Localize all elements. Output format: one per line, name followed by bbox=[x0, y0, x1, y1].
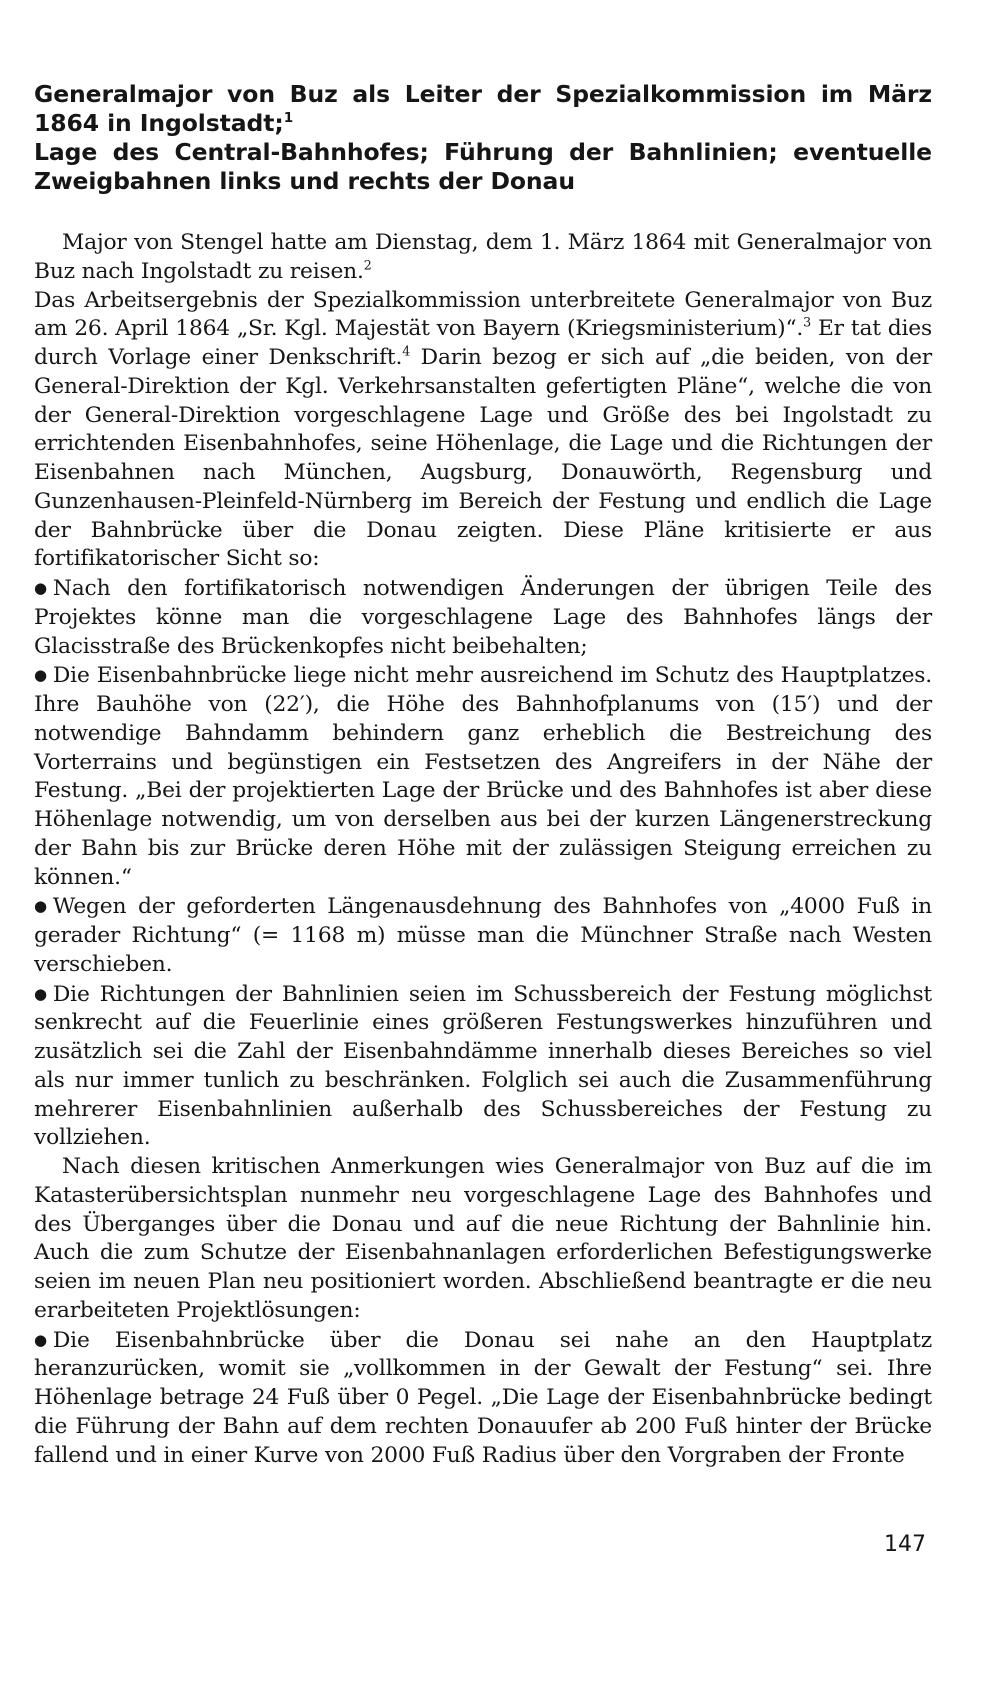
footnote-ref: 2 bbox=[363, 257, 372, 273]
paragraph-text: Darin bezog er sich auf „die beiden, von der General-Direktion der Kgl. Verkehrsanstalten gefertigten Pläne“, welche die von der General-Direktion vorgeschlagene Lage und Größe des bei Ingolstadt zu errichtenden Eisenbahnhofes, seine Höhenlage, die Lage und die Richtungen der Eisenbahnen nach München, Augsburg, Donauwörth, Regensburg und Gunzenhausen-Pleinfeld-Nürnberg im Bereich der Festung und endlich die Lage der Bahnbrücke über die Donau zeigten. Diese Pläne kritisierte er aus fortifikatorischer Sicht so: bbox=[34, 345, 932, 572]
paragraph-text: Das Arbeitsergebnis der Spezialkommission unterbreitete Generalmajor von Buz am 26. April 1864 „Sr. Kgl. Majestät von Bayern (Kriegsministerium)“. bbox=[34, 287, 932, 342]
bullet-icon: ● bbox=[34, 666, 47, 685]
heading-line-2: Lage des Central-Bahnhofes; Führung der Bahnlinien; eventuelle Zweigbahnen links und rechts der Donau bbox=[34, 138, 932, 195]
paragraph-text: Wegen der geforderten Längenausdehnung des Bahnhofes von „4000 Fuß in gerader Richtung“ (= 1168 m) müsse man die Münchner Straße nach Westen verschieben. bbox=[34, 894, 932, 977]
body-text bbox=[34, 229, 932, 1470]
footnote-ref: 1 bbox=[283, 110, 294, 127]
bullet-paragraph bbox=[34, 892, 932, 979]
bullet-paragraph bbox=[34, 574, 932, 661]
bullet-icon: ● bbox=[34, 984, 47, 1003]
paragraph-text: Nach diesen kritischen Anmerkungen wies Generalmajor von Buz auf die im Katasterübersichtsplan nunmehr neu vorgeschlagene Lage des Bahnhofes und des Überganges über die Donau und auf die neue Richtung der Bahnlinie hin. Auch die zum Schutze der Eisenbahnanlagen erforderlichen Befestigungswerke seien im neuen Plan neu positioniert worden. Abschließend beantragte er die neu erarbeiteten Projektlösungen: bbox=[34, 1154, 932, 1323]
heading-line-1 bbox=[34, 80, 932, 138]
paragraph bbox=[34, 229, 932, 287]
paragraph-text: Die Eisenbahnbrücke über die Donau sei nahe an den Hauptplatz heranzurücken, womit sie „vollkommen in der Gewalt der Festung“ sei. Ihre Höhenlage betrage 24 Fuß über 0 Pegel. „Die Lage der Eisenbahnbrücke bedingt die Führung der Bahn auf dem rechten Donauufer ab 200 Fuß hinter der Brücke fallend und in einer Kurve von 2000 Fuß Radius über den Vorgraben der Fronte bbox=[34, 1327, 932, 1468]
bullet-paragraph bbox=[34, 980, 932, 1154]
document-page bbox=[34, 80, 932, 1470]
paragraph-text: Die Eisenbahnbrücke liege nicht mehr ausreichend im Schutz des Hauptplatzes. Ihre Bauhöhe von (22′), die Höhe des Bahnhofplanums von (15′) und der notwendige Bahndamm behindern ganz erheblich die Bestreichung des Vorterrains und begünstigen ein Festsetzen des Angreifers in der Nähe der Festung. „Bei der projektierten Lage der Brücke und des Bahnhofes ist aber diese Höhenlage notwendig, um von derselben aus bei der kurzen Längenerstreckung der Bahn bis zur Brücke deren Höhe mit der zulässigen Steigung erreichen zu können.“ bbox=[34, 663, 932, 890]
bullet-icon: ● bbox=[34, 579, 47, 597]
paragraph-text: Die Richtungen der Bahnlinien seien im Schussbereich der Festung möglichst senkrecht auf die Feuerlinie eines größeren Festungswerkes hinzuführen und zusätzlich sei die Zahl der Eisenbahndämme innerhalb dieses Bereiches so viel als nur immer tunlich zu beschränken. Folglich sei auch die Zusammenführung mehrerer Eisenbahnlinien außerhalb des Schussbereiches der Festung zu vollziehen. bbox=[34, 981, 932, 1151]
bullet-paragraph bbox=[34, 661, 932, 892]
paragraph-text: Er tat dies durch Vorlage einer Denkschrift. bbox=[34, 316, 932, 370]
paragraph bbox=[34, 1153, 932, 1326]
paragraph-text: Nach den fortifikatorisch notwendigen Änderungen der übrigen Teile des Projektes könne man die vorgeschlagene Lage des Bahnhofes längs der Glacisstraße des Brückenkopfes nicht beibehalten; bbox=[34, 576, 932, 659]
section-heading bbox=[34, 80, 932, 196]
footnote-ref: 3 bbox=[803, 314, 811, 330]
bullet-paragraph bbox=[34, 1326, 932, 1471]
page-number: 147 bbox=[884, 1532, 926, 1557]
bullet-icon: ● bbox=[34, 1330, 47, 1349]
footnote-ref: 4 bbox=[402, 343, 411, 359]
paragraph bbox=[34, 287, 932, 575]
paragraph-text: Major von Stengel hatte am Dienstag, dem 1. März 1864 mit Generalmajor von Buz nach Ingolstadt zu reisen. bbox=[34, 230, 932, 284]
heading-line-1-text: Generalmajor von Buz als Leiter der Spezialkommission im März 1864 in Ingolstadt; bbox=[34, 80, 932, 137]
bullet-icon: ● bbox=[34, 897, 47, 916]
